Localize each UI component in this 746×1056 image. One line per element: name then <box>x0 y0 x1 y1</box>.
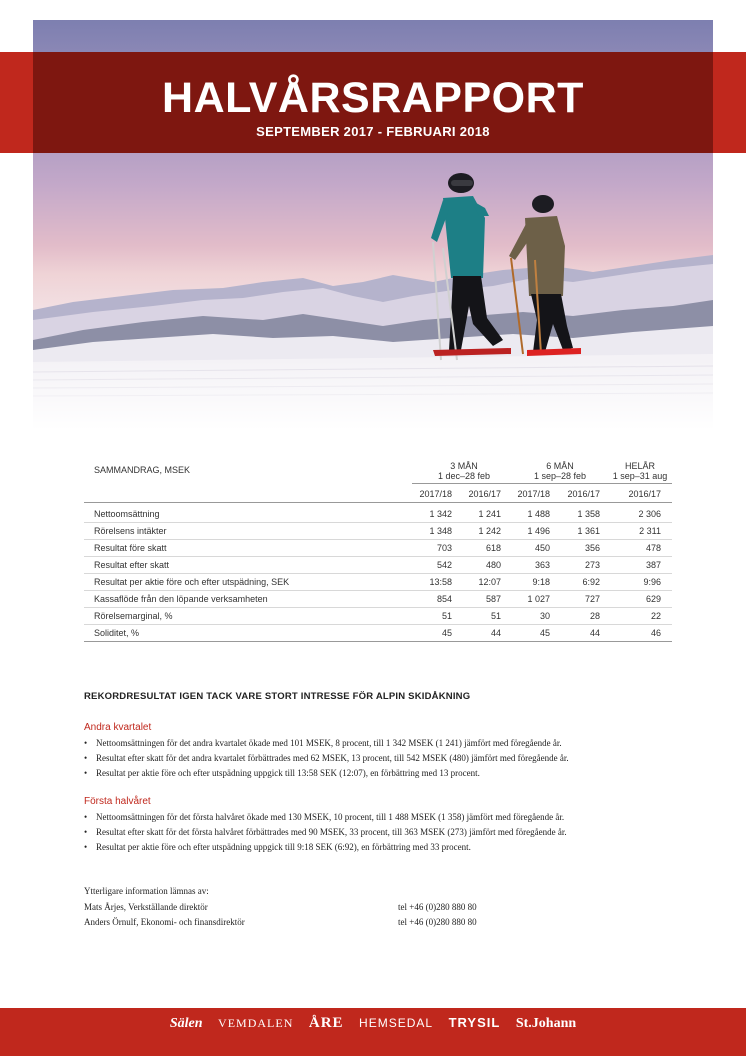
group-header-6man: 6 MÅN 1 sep–28 feb <box>533 461 587 481</box>
brand-hemsedal: HEMSEDAL <box>359 1016 434 1030</box>
col-header: 2017/18 <box>419 489 452 499</box>
bullet-item: • Resultat per aktie före och efter utspädning uppgick till 9:18 SEK (6:92), en förbättring med 33 procent. <box>84 842 471 852</box>
bullet-item: • Resultat per aktie före och efter utspädning uppgick till 13:58 SEK (12:07), en förbättring med 13 procent. <box>84 768 480 778</box>
table-row-rule <box>84 607 672 608</box>
bullet-item: • Resultat efter skatt för det första halvåret förbättrades med 90 MSEK, 33 procent, till 363 MSEK (273) jämfört med föregående år. <box>84 827 567 837</box>
bullet-item: • Resultat efter skatt för det andra kvartalet förbättrades med 62 MSEK, 13 procent, till 542 MSEK (480) jämfört med föregående år. <box>84 753 569 763</box>
brand-trysil: TRYSIL <box>448 1015 501 1030</box>
table-row-rule <box>84 641 672 642</box>
table-cell: 1 027 <box>527 594 550 604</box>
report-period: SEPTEMBER 2017 - FEBRUARI 2018 <box>256 124 490 139</box>
table-cell: 703 <box>436 543 452 553</box>
group-header-helar: HELÅR 1 sep–31 aug <box>612 461 668 481</box>
table-row-label: Rörelsemarginal, % <box>94 611 173 621</box>
table-cell: 542 <box>436 560 452 570</box>
table-cell: 51 <box>441 611 452 621</box>
contact-name: Mats Årjes, Verkställande direktör <box>84 902 208 912</box>
table-cell: 13:58 <box>429 577 452 587</box>
table-cell: 1 242 <box>478 526 501 536</box>
summary-title: SAMMANDRAG, MSEK <box>94 465 191 475</box>
table-row-rule <box>84 539 672 540</box>
section-title-h1: Första halvåret <box>84 796 151 807</box>
table-cell: 1 496 <box>527 526 550 536</box>
col-header: 2017/18 <box>517 489 550 499</box>
table-cell: 478 <box>645 543 661 553</box>
contact-name: Anders Örnulf, Ekonomi- och finansdirektör <box>84 917 245 927</box>
bullet-item: • Nettoomsättningen för det första halvåret ökade med 130 MSEK, 10 procent, till 1 488 MSEK (1 358) jämfört med föregående år. <box>84 812 565 822</box>
contact-phone: tel +46 (0)280 880 80 <box>398 917 477 927</box>
table-row-rule <box>84 556 672 557</box>
section-title-q2: Andra kvartalet <box>84 722 152 733</box>
table-row-label: Rörelsens intäkter <box>94 526 167 536</box>
table-cell: 480 <box>485 560 501 570</box>
table-cell: 2 306 <box>638 509 661 519</box>
contact-phone: tel +46 (0)280 880 80 <box>398 902 477 912</box>
table-cell: 28 <box>589 611 600 621</box>
table-cell: 44 <box>490 628 501 638</box>
table-row-label: Nettoomsättning <box>94 509 160 519</box>
table-cell: 9:96 <box>643 577 661 587</box>
col-header: 2016/17 <box>628 489 661 499</box>
table-row-rule <box>84 624 672 625</box>
table-cell: 273 <box>584 560 600 570</box>
table-cell: 45 <box>539 628 550 638</box>
bullet-item: • Nettoomsättningen för det andra kvartalet ökade med 101 MSEK, 8 procent, till 1 342 MSEK (1 241) jämfört med föregående år. <box>84 738 562 748</box>
group-header-3man: 3 MÅN 1 dec–28 feb <box>437 461 491 481</box>
contact-intro: Ytterligare information lämnas av: <box>84 886 209 896</box>
highlights-heading: REKORDRESULTAT IGEN TACK VARE STORT INTRESSE FÖR ALPIN SKIDÅKNING <box>84 691 471 702</box>
brand-are: ÅRE <box>308 1015 344 1031</box>
table-cell: 363 <box>534 560 550 570</box>
table-cell: 9:18 <box>532 577 550 587</box>
table-row-rule <box>84 522 672 523</box>
table-cell: 618 <box>485 543 501 553</box>
brand-vemdalen: VEMDALEN <box>218 1016 294 1030</box>
brand-stjohann: St.Johann <box>515 1016 577 1031</box>
table-cell: 854 <box>436 594 452 604</box>
table-row-label: Resultat per aktie före och efter utspädning, SEK <box>94 577 290 587</box>
table-cell: 356 <box>584 543 600 553</box>
table-row-label: Soliditet, % <box>94 628 140 638</box>
table-cell: 30 <box>539 611 550 621</box>
table-row-label: Resultat efter skatt <box>94 560 170 570</box>
table-cell: 46 <box>650 628 661 638</box>
table-cell: 1 342 <box>429 509 452 519</box>
col-header: 2016/17 <box>567 489 600 499</box>
table-cell: 2 311 <box>639 526 661 536</box>
table-cell: 1 488 <box>527 509 550 519</box>
table-cell: 450 <box>534 543 550 553</box>
table-cell: 1 361 <box>577 526 600 536</box>
table-cell: 22 <box>650 611 661 621</box>
table-cell: 727 <box>584 594 600 604</box>
brand-salen: Sälen <box>169 1016 203 1031</box>
table-cell: 387 <box>645 560 661 570</box>
table-row-label: Kassaflöde från den löpande verksamheten <box>94 594 268 604</box>
table-cell: 1 358 <box>577 509 600 519</box>
footer-brands <box>0 1015 746 1032</box>
table-cell: 45 <box>441 628 452 638</box>
table-cell: 6:92 <box>582 577 600 587</box>
col-header: 2016/17 <box>468 489 501 499</box>
table-cell: 1 241 <box>478 509 501 519</box>
header-rule <box>84 502 672 503</box>
table-cell: 629 <box>645 594 661 604</box>
report-title: HALVÅRSRAPPORT <box>162 74 584 122</box>
table-row-label: Resultat före skatt <box>94 543 167 553</box>
group-underline <box>412 483 672 484</box>
table-cell: 1 348 <box>429 526 452 536</box>
table-cell: 44 <box>589 628 600 638</box>
table-row-rule <box>84 573 672 574</box>
table-cell: 587 <box>485 594 501 604</box>
hero-fade <box>33 360 713 430</box>
table-cell: 51 <box>490 611 501 621</box>
table-row-rule <box>84 590 672 591</box>
table-cell: 12:07 <box>478 577 501 587</box>
